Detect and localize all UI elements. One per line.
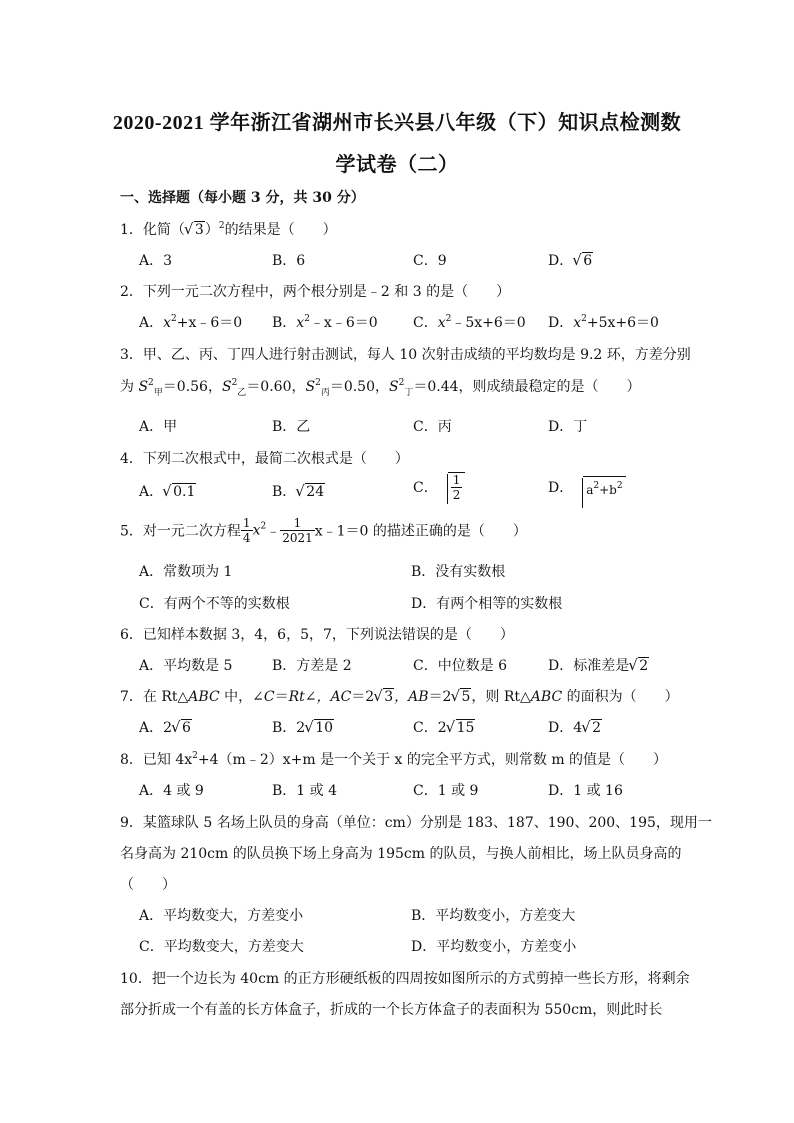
question-10-line1: 10．把一个边长为 40cm 的正方形硬纸板的四周按如图所示的方式剪掉一些长方形，将剩余 [120,971,690,987]
q8-option-d: D．1 或 16 [548,783,623,799]
exam-title-line1: 2020-2021 学年浙江省湖州市长兴县八年级（下）知识点检测数 [112,112,682,134]
exam-title-line2: 学试卷（二） [335,154,459,176]
q2-option-c: C．$x^2﹣5x+6=0$ [413,314,526,331]
q3-option-d: D．丁 [548,419,588,435]
q1-option-c: C．9 [413,253,447,269]
q9-option-a: A．平均数变大，方差变小 [139,908,304,924]
question-2: 2．下列一元二次方程中，两个根分别是﹣2 和 3 的是（ ） [120,284,511,300]
question-3-line1: 3．甲、乙、丙、丁四人进行射击测试，每人 10 次射击成绩的平均数均是 9.2 环，方差分别 [120,347,691,363]
question-7: 7．在 Rt△ABC 中，∠C＝Rt∠，AC＝2√ 3，AB＝2√ 5，则 Rt△ABC 的面积为（ ） [120,686,679,706]
section-heading: 一、选择题（每小题 3 分，共 30 分） [120,190,365,206]
q5-option-d: D．有两个相等的实数根 [411,596,563,612]
question-6: 6．已知样本数据 3，4，6，5，7，下列说法错误的是（ ） [120,627,514,643]
q5-option-a: A．常数项为 1 [139,564,233,580]
q9-option-c: C．平均数变大，方差变大 [139,939,304,955]
q2-option-b: B．$x^2﹣x﹣6=0$ [272,314,378,331]
q4-option-d: D． $a^2+b^2$ [548,476,626,498]
question-10-line2: 部分折成一个有盖的长方体盒子，折成的一个长方体盒子的表面积为 550cm，则此时长 [120,1002,663,1018]
question-9-line1: 9．某篮球队 5 名场上队员的身高（单位：cm）分别是 183、187、190、200、195，现用一 [120,815,712,831]
q8-option-c: C．1 或 9 [413,783,479,799]
q1-option-b: B．6 [272,253,306,269]
q7-option-c: C．2√ 15 [413,717,475,737]
q4-option-c: C． $\frac{1}{2}$ [413,472,465,502]
q6-option-c: C．中位数是 6 [413,658,508,674]
q5-option-c: C．有两个不等的实数根 [139,596,290,612]
q8-option-a: A．4 或 9 [139,783,204,799]
q3-option-c: C．丙 [413,419,452,435]
q2-option-a: A．$x^2+x﹣6=0$ [139,314,243,331]
q4-option-b: B．√ 24 [272,481,325,501]
q7-option-b: B．2√ 10 [272,717,334,737]
q3-option-b: B．乙 [272,419,311,435]
q1-option-a: A．3 [139,253,173,269]
question-9-line3: （ ） [120,877,176,893]
question-1: 1．化简（√ 3）$^2$的结果是（ ） [120,219,337,239]
q1-option-d: D．√ 6 [548,250,593,270]
question-4: 4．下列二次根式中，最简二次根式是（ ） [120,451,409,467]
q6-option-a: A．平均数是 5 [139,658,233,674]
q2-option-d: D．$x^2+5x+6=0$ [548,314,659,331]
q9-option-d: D．平均数变小，方差变小 [411,939,577,955]
q5-option-b: B．没有实数根 [411,564,506,580]
question-5: 5．对一元二次方程 $\frac{1}{4}$ $x^2﹣$ $\frac{1}{2021}$ x﹣1＝0 的描述正确的是（ ） [120,516,527,545]
q7-option-a: A．2√ 6 [139,717,192,737]
q8-option-b: B．1 或 4 [272,783,338,799]
q6-option-b: B．方差是 2 [272,658,352,674]
question-9-line2: 名身高为 210cm 的队员换下场上身高为 195cm 的队员，与换人前相比，场上队员身高的 [120,846,682,862]
q3-option-a: A．甲 [139,419,178,435]
q9-option-b: B．平均数变小，方差变大 [411,908,576,924]
q6-option-d: D．标准差是√ 2 [548,655,649,675]
q7-option-d: D．4√ 2 [548,717,602,737]
sqrt-3: √ 3 [185,222,205,238]
q4-option-a: A．√ 0.1 [139,481,196,501]
question-3-line2: 为 $S^2_甲=0.56$，$S^2_乙=0.60$，$S^2_丙=0.50$，$S^2_丁=0.44$，则成绩最稳定的是（ ） [120,378,641,398]
question-8: 8．已知 $4x^2+4(m﹣2)x+m$ 是一个关于 x 的完全平方式，则常数 m 的值是（ ） [120,751,668,768]
